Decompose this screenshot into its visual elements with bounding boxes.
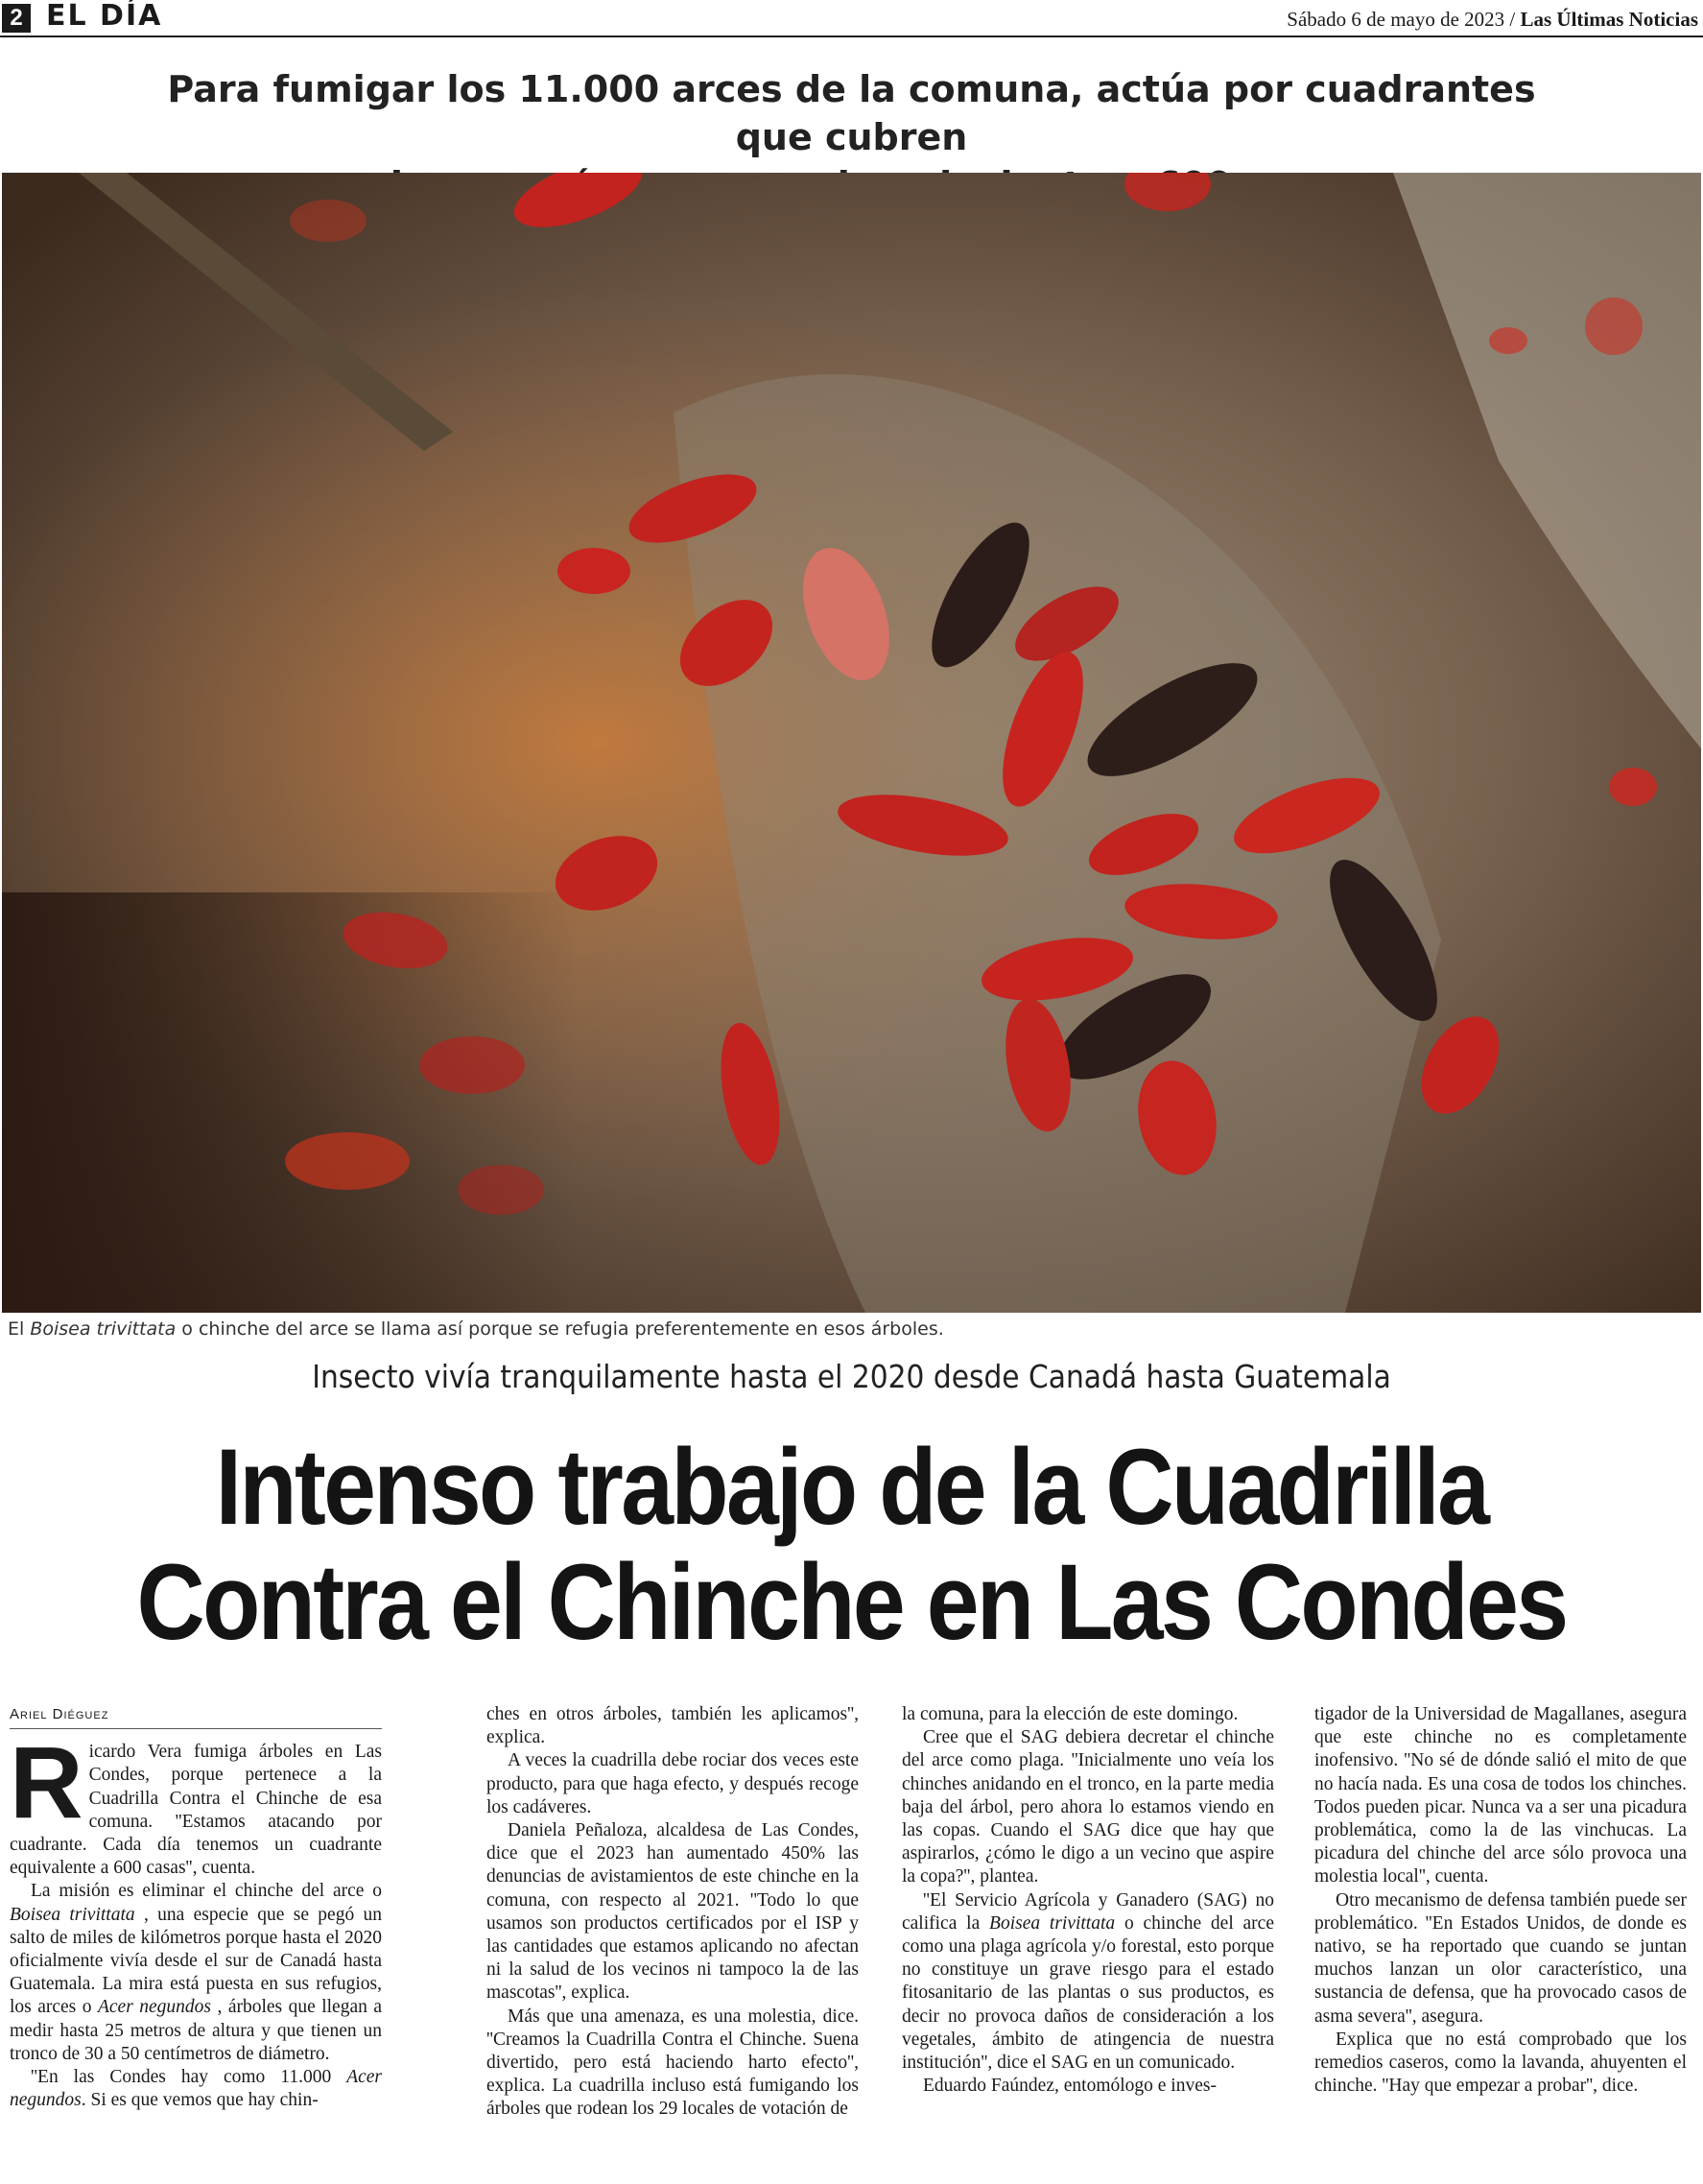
tree-species-name: Acer negundos — [97, 1997, 211, 2018]
drop-cap: R — [10, 1726, 83, 1840]
paragraph-text: , una especie que se pegó un salto de miles de kilómetros porque hasta el 2020 oficialmente vivía desde el sur de Canadá hasta Guatemala. La mira está puesta en sus refugios, los arces o — [10, 1904, 382, 2018]
article-paragraph: Otro mecanismo de defensa también puede ser problemático. ''En Estados Unidos, de donde es nativo, se ha reportado que cuando se juntan muchos lanzan un olor característico, una sustancia de defensa, que ha provocado casos de asma severa'', asegura. — [1314, 1889, 1687, 2027]
caption-species: Boisea trivittata — [30, 1318, 177, 1340]
paragraph-text: ''En las Condes hay como 11.000 — [31, 2067, 347, 2088]
header-rule — [0, 36, 1703, 37]
article-paragraph — [902, 1889, 1274, 2076]
article-body — [10, 1703, 1698, 2183]
article-paragraph: Cree que el SAG debiera decretar el chinche del arce como plaga. ''Inicialmente uno veía los chinches anidando en el tronco, en la parte media baja del árbol, pero ahora lo estamos viendo en las copas. Cuando el SAG dice que hay que aspirarlos, ¿cómo le digo a un vecino que aspire la copa?'', plantea. — [902, 1727, 1274, 1887]
article-paragraph — [10, 1880, 382, 2066]
headline-line-1: Intenso trabajo de la Cuadrilla — [215, 1427, 1488, 1547]
species-name: Boisea trivittata — [989, 1912, 1116, 1934]
article-paragraph: Daniela Peñaloza, alcaldesa de Las Condes, dice que el 2023 han aumentado 450% las denuncias de avistamientos de este chinche en la comuna, con respecto al 2021. ''Todo lo que usamos son productos certificados por el ISP y las cantidades que estamos aplicando no afectan ni la salud de los vecinos ni tampoco la de las mascotas'', explica. — [486, 1820, 859, 2004]
article-column-3 — [902, 1703, 1274, 2183]
species-name: Boisea trivittata — [10, 1904, 135, 1925]
paragraph-text: . Si es que vemos que hay chin- — [81, 2090, 319, 2111]
issue-date: Sábado 6 de mayo de 2023 / — [1287, 8, 1521, 31]
article-column-2 — [486, 1703, 859, 2183]
article-paragraph: tigador de la Universidad de Magallanes, asegura que este chinche no es completamente inofensivo. ''No sé de dónde salió el mito de que no hacía nada. Es una cosa de todos los chinches. Todos pueden picar. Nunca va a ser una picadura problemática, como la de las vinchucas. La picadura del chinche del arce sólo provoca una molestia local'', cuenta. — [1314, 1704, 1687, 1887]
article-paragraph: ches en otros árboles, también les aplicamos'', explica. — [486, 1704, 859, 1748]
article-paragraph — [10, 2066, 382, 2112]
article-paragraph: Eduardo Faúndez, entomólogo e inves- — [923, 2076, 1217, 2097]
publication-name: Las Últimas Noticias — [1520, 8, 1698, 31]
boxelder-bugs-photo — [2, 173, 1701, 1313]
article-column-4 — [1314, 1703, 1687, 2183]
dateline — [1287, 8, 1698, 32]
byline: Ariel Diéguez — [10, 1703, 382, 1729]
bark-and-bugs-image — [2, 173, 1701, 1313]
article-paragraph: Explica que no está comprobado que los remedios caseros, como la lavanda, ahuyenten el chinche. ''Hay que empezar a probar'', dice. — [1314, 2029, 1687, 2097]
article-paragraph — [10, 1726, 382, 1880]
page-number: 2 — [2, 4, 31, 33]
article-paragraph: la comuna, para la elección de este domingo. — [902, 1704, 1239, 1724]
article-paragraph: A veces la cuadrilla debe rociar dos veces este producto, para que haga efecto, y después recoge los cadáveres. — [486, 1750, 859, 1817]
paragraph-text: , árboles que llegan a medir hasta 25 metros de altura y que tienen un tronco de 30 a 50 centímetros de diámetro. — [10, 1997, 382, 2064]
caption-text: o chinche del arce se llama así porque se refugia preferentemente en esos árboles. — [176, 1318, 944, 1340]
paragraph-text: La misión es eliminar el chinche del arce o — [31, 1881, 382, 1902]
article-headline — [103, 1427, 1601, 1662]
article-paragraph: Más que una amenaza, es una molestia, dice. ''Creamos la Cuadrilla Contra el Chinche. Suena divertido, pero está haciendo harto efecto'', explica. La cuadrilla incluso está fumigando los árboles que rodean los 29 locales de votación de — [486, 2006, 859, 2120]
article-kicker: Insecto vivía tranquilamente hasta el 2020 desde Canadá hasta Guatemala — [312, 1358, 1391, 1395]
caption-prefix: El — [8, 1318, 31, 1340]
tree-species-name: Acer negundos — [10, 2067, 382, 2111]
page-header — [0, 0, 1703, 38]
paragraph-text: ''El Servicio Agrícola y Ganadero (SAG) no califica la — [902, 1889, 1274, 1934]
photo-caption — [8, 1318, 944, 1340]
section-name: EL DÍA — [46, 0, 163, 33]
headline-line-2: Contra el Chinche en Las Condes — [136, 1542, 1567, 1662]
article-column-1 — [10, 1703, 382, 2183]
top-quote-line-1: Para fumigar los 11.000 arces de la comuna, actúa por cuadrantes que cubren — [167, 68, 1536, 158]
paragraph-text: o chinche del arce como una plaga agrícola y/o forestal, esto porque no constituye un grave riesgo para el estado fitosanitario de las plantas o sus productos, es decir no provoca daños de consideración a los vegetales, ámbito de atingencia de nuestra institución'', dice el SAG en un comunicado. — [902, 1912, 1274, 2074]
paragraph-text: icardo Vera fumiga árboles en Las Condes, porque pertenece a la Cuadrilla Contra el Chinche de esa comuna. ''Estamos atacando por cuadrante. Cada día tenemos un cuadrante equivalente a 600 casas'', cuenta. — [10, 1742, 382, 1879]
